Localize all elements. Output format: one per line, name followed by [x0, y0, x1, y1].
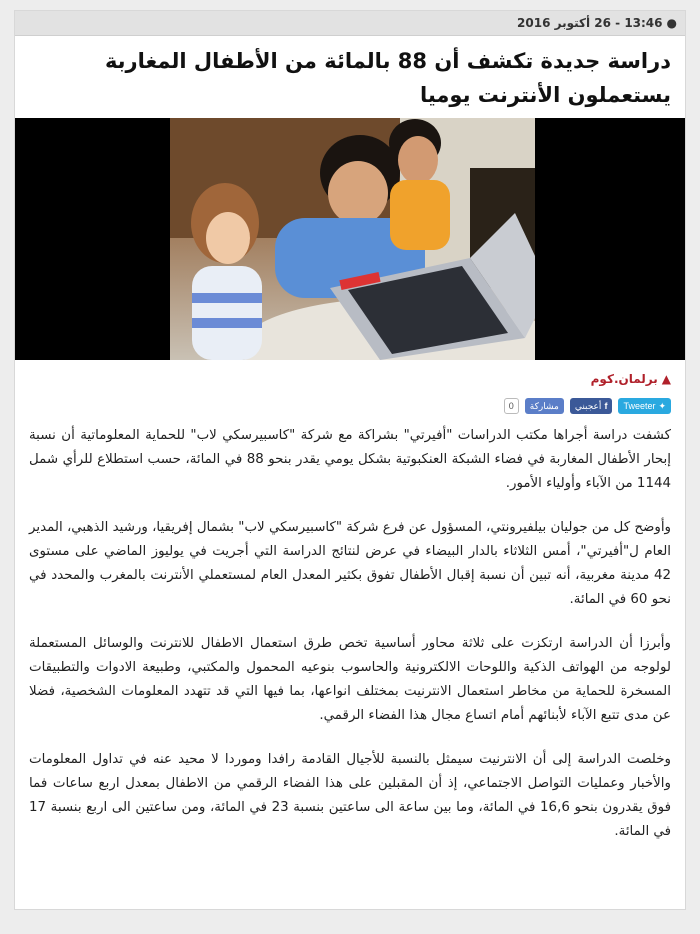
article-paragraph: وخلصت الدراسة إلى أن الانترنيت سيمثل بالنسبة للأجيال القادمة رافدا وموردا لا محيد عنه في تداول المعلومات والأخبار وعمليات التواصل الاجتماعي، إذ أن المقبلين على هذا الفضاء الرقمي من الاطفال بمعدل اربع ساعات فما فوق يقدرون بنحو 16,6 في المائة، وما بين ساعة الى ساعتين بنسبة 23 في المائة، ومن ساعتين الى اربع بنسبة 17 في المائة.: [29, 752, 671, 839]
article-page: [14, 10, 686, 910]
tweet-button[interactable]: [618, 398, 671, 414]
facebook-icon: f: [604, 401, 608, 411]
date-bar: [15, 11, 685, 36]
article-source[interactable]: [29, 372, 671, 386]
share-bar: [29, 398, 671, 414]
article-photo: [15, 118, 685, 360]
share-button[interactable]: [525, 398, 564, 414]
clock-icon: ●: [666, 16, 677, 30]
source-name: برلمان.كوم: [590, 372, 658, 386]
article-paragraph: وأبرزا أن الدراسة ارتكزت على ثلاثة محاور أساسية تخص طرق استعمال الاطفال للانترنت والوسائل المستعملة لولوجه من الهواتف الذكية واللوحات الالكترونية والحاسوب بنوعيه المحمول والمكتبي، وطبيعة الادوات والتطبيقات المسخرة للحماية من مخاطر استعمال الانترنيت بمختلف انواعها، بما فيها التي قد تتهدد المعلومات الشخصية، فضلا عن مدى تتبع الآباء لأبنائهم أمام اتساع مجال هذا الفضاء الرقمي.: [29, 636, 671, 723]
tweet-label: Tweeter: [623, 401, 656, 411]
like-label: أعجبني: [574, 400, 602, 411]
twitter-bird-icon: ✦: [658, 400, 666, 411]
share-label: مشاركة: [529, 400, 559, 411]
article-paragraph: كشفت دراسة أجراها مكتب الدراسات "أفيرتي" بشراكة مع شركة "كاسبيرسكي لاب" للحماية المعلوماتية أن نسبة إبحار الأطفال المغاربة في فضاء الشبكة العنكبوتية بشكل يومي يقدر بنحو 88 في المائة، حسب استطلاع للرأي شمل 1144 من الآباء وأولياء الأمور.: [29, 428, 672, 491]
like-button[interactable]: [570, 398, 613, 414]
article-paragraph: وأوضح كل من جوليان بيلفيرونتي، المسؤول عن فرع شركة "كاسبيرسكي لاب" بشمال إفريقيا، ورشيد الذهبي، المدير العام ل"أفيرتي"، أمس الثلاثاء بالدار البيضاء في عرض لنتائج الدراسة التي أجريت في يوليوز الماضي على مستوى 42 مدينة مغربية، أنه تبين أن نسبة إقبال الأطفال تفوق بكثير المعدل العام لمستعملي الأنترنت بالمغرب والمحدد في نحو 60 في المائة.: [29, 520, 671, 607]
article-title: دراسة جديدة تكشف أن 88 بالمائة من الأطفال المغاربة يستعملون الأنترنت يوميا: [104, 49, 671, 107]
publish-datetime: 13:46 - 26 أكتوبر 2016: [517, 16, 663, 30]
children-laptop-photo: [170, 118, 535, 360]
user-icon: ▲: [661, 372, 671, 386]
photo-illustration: [170, 118, 535, 360]
share-count: 0: [504, 398, 519, 414]
article-body: [29, 424, 671, 844]
